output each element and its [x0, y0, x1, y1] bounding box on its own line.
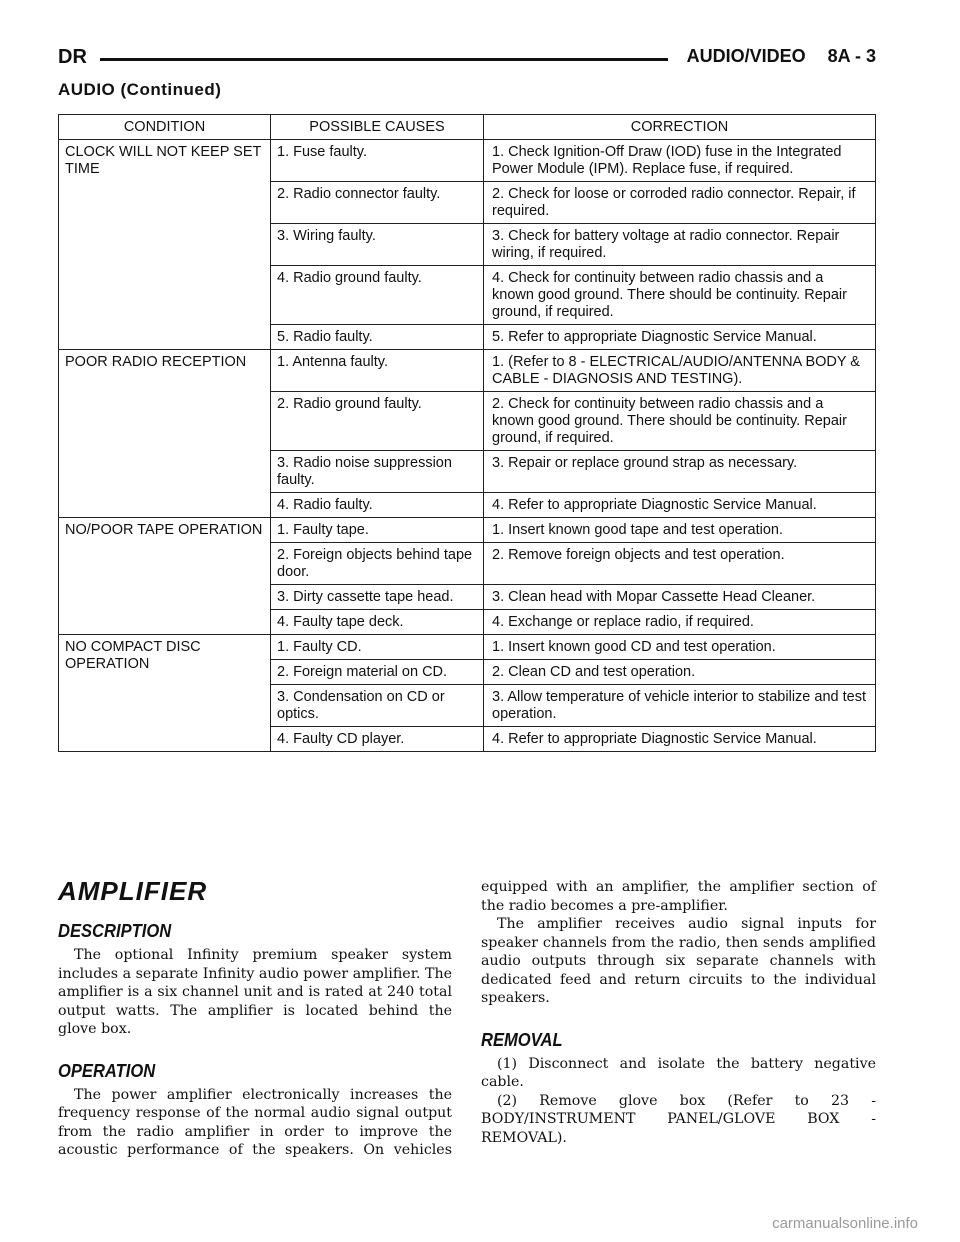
table-body — [59, 140, 876, 752]
condition-cell: CLOCK WILL NOT KEEP SET TIME — [59, 140, 271, 350]
diagnosis-table — [58, 114, 876, 752]
condition-cell: NO/POOR TAPE OPERATION — [59, 518, 271, 635]
correction-cell: 4. Refer to appropriate Diagnostic Service Manual. — [484, 727, 876, 752]
description-heading: DESCRIPTION — [58, 921, 172, 941]
cause-cell: 1. Fuse faulty. — [271, 140, 484, 182]
header-rule — [100, 58, 668, 61]
table-row — [59, 140, 876, 182]
watermark: carmanualsonline.info — [772, 1215, 918, 1232]
correction-cell: 3. Repair or replace ground strap as necessary. — [484, 451, 876, 493]
operation-paragraph-1-cont: equipped with an amplifier, the amplifier section of the radio becomes a pre-amplifier. — [481, 879, 876, 914]
section-name: AUDIO/VIDEO — [686, 46, 806, 66]
operation-paragraph-1: The power amplifier electronically increases the frequency response of the normal audio signal output from the radio amplifier in order to improve the acoustic performance of the speakers. On vehicles — [58, 1086, 452, 1158]
cause-cell: 3. Wiring faulty. — [271, 224, 484, 266]
correction-cell: 2. Remove foreign objects and test operation. — [484, 543, 876, 585]
correction-cell: 3. Check for battery voltage at radio connector. Repair wiring, if required. — [484, 224, 876, 266]
correction-cell: 2. Check for loose or corroded radio connector. Repair, if required. — [484, 182, 876, 224]
correction-cell: 5. Refer to appropriate Diagnostic Service Manual. — [484, 325, 876, 350]
operation-paragraph-2: The amplifier receives audio signal inputs for speaker channels from the radio, then sends amplified audio outputs through six separate channels with dedicated feed and return circuits to the individual speakers. — [481, 916, 876, 1006]
cause-cell: 3. Condensation on CD or optics. — [271, 685, 484, 727]
page-number: 8A - 3 — [827, 46, 876, 66]
condition-cell: POOR RADIO RECEPTION — [59, 350, 271, 518]
table-row — [59, 635, 876, 660]
col-header-correction: CORRECTION — [484, 115, 876, 140]
page-header — [58, 44, 876, 74]
cause-cell: 4. Faulty tape deck. — [271, 610, 484, 635]
table-header-row — [59, 115, 876, 140]
correction-cell: 4. Check for continuity between radio chassis and a known good ground. There should be continuity. Repair ground, if required. — [484, 266, 876, 325]
cause-cell: 1. Antenna faulty. — [271, 350, 484, 392]
correction-cell: 3. Clean head with Mopar Cassette Head Cleaner. — [484, 585, 876, 610]
cause-cell: 3. Dirty cassette tape head. — [271, 585, 484, 610]
continued-title: AUDIO (Continued) — [58, 80, 222, 99]
correction-cell: 3. Allow temperature of vehicle interior to stabilize and test operation. — [484, 685, 876, 727]
correction-cell: 2. Check for continuity between radio chassis and a known good ground. There should be continuity. Repair ground, if required. — [484, 392, 876, 451]
correction-cell: 1. Check Ignition-Off Draw (IOD) fuse in the Integrated Power Module (IPM). Replace fuse, if required. — [484, 140, 876, 182]
removal-heading: REMOVAL — [481, 1029, 563, 1050]
correction-cell: 4. Exchange or replace radio, if required. — [484, 610, 876, 635]
col-header-causes: POSSIBLE CAUSES — [271, 115, 484, 140]
cause-cell: 4. Radio ground faulty. — [271, 266, 484, 325]
right-text-column — [481, 878, 876, 1147]
header-right — [687, 46, 876, 67]
left-text-column — [58, 868, 452, 1160]
cause-cell: 2. Radio ground faulty. — [271, 392, 484, 451]
cause-cell: 4. Radio faulty. — [271, 493, 484, 518]
section-title: AMPLIFIER — [58, 876, 208, 906]
removal-step-1: (1) Disconnect and isolate the battery negative cable. — [481, 1055, 876, 1090]
correction-cell: 1. (Refer to 8 - ELECTRICAL/AUDIO/ANTENNA BODY & CABLE - DIAGNOSIS AND TESTING). — [484, 350, 876, 392]
col-header-condition: CONDITION — [59, 115, 271, 140]
correction-cell: 1. Insert known good CD and test operation. — [484, 635, 876, 660]
description-paragraph: The optional Infinity premium speaker system includes a separate Infinity audio power amplifier. The amplifier is a six channel unit and is rated at 240 total output watts. The amplifier is located behind the glove box. — [58, 947, 452, 1037]
cause-cell: 3. Radio noise suppression faulty. — [271, 451, 484, 493]
cause-cell: 1. Faulty tape. — [271, 518, 484, 543]
condition-cell: NO COMPACT DISC OPERATION — [59, 635, 271, 752]
removal-step-2: (2) Remove glove box (Refer to 23 - BODY/INSTRUMENT PANEL/GLOVE BOX - REMOVAL). — [481, 1092, 876, 1146]
cause-cell: 1. Faulty CD. — [271, 635, 484, 660]
cause-cell: 4. Faulty CD player. — [271, 727, 484, 752]
model-code: DR — [58, 46, 87, 68]
cause-cell: 2. Foreign material on CD. — [271, 660, 484, 685]
cause-cell: 2. Radio connector faulty. — [271, 182, 484, 224]
correction-cell: 4. Refer to appropriate Diagnostic Service Manual. — [484, 493, 876, 518]
table-row — [59, 350, 876, 392]
correction-cell: 2. Clean CD and test operation. — [484, 660, 876, 685]
correction-cell: 1. Insert known good tape and test operation. — [484, 518, 876, 543]
cause-cell: 5. Radio faulty. — [271, 325, 484, 350]
cause-cell: 2. Foreign objects behind tape door. — [271, 543, 484, 585]
table-row — [59, 518, 876, 543]
operation-heading: OPERATION — [58, 1060, 156, 1081]
